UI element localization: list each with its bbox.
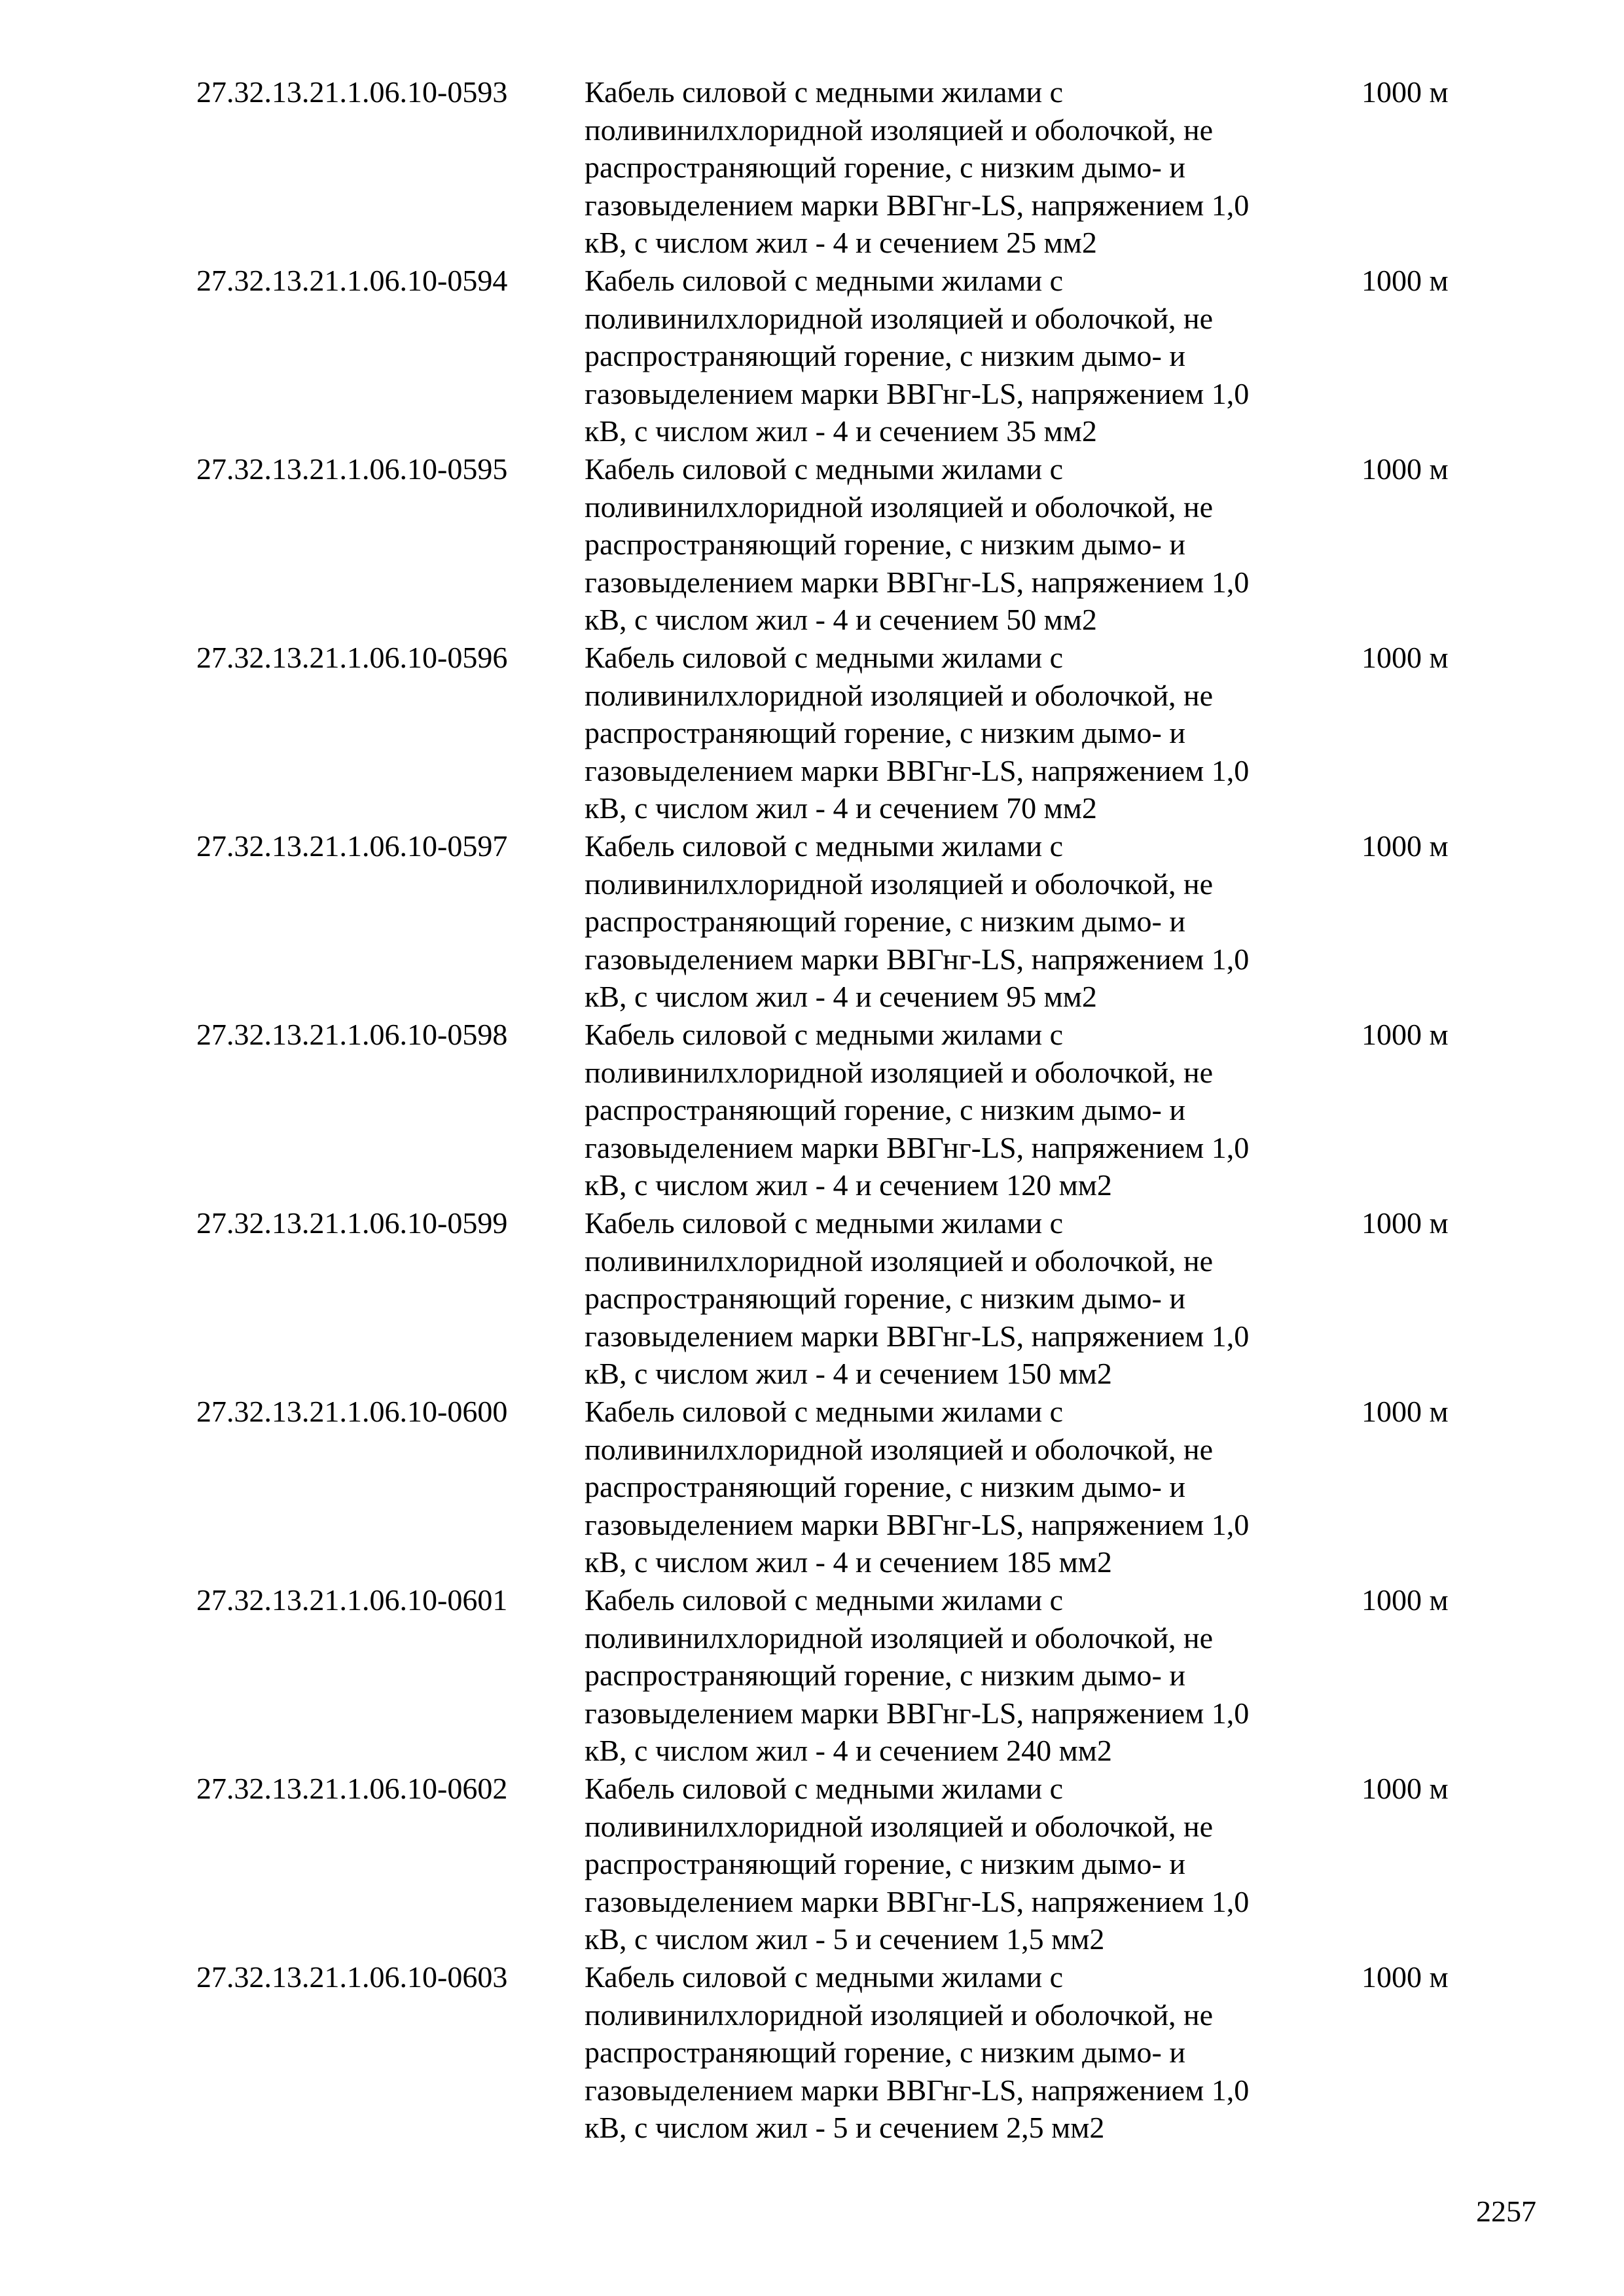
- resource-unit: 1000 м: [1362, 641, 1449, 674]
- resource-unit: 1000 м: [1362, 1583, 1449, 1617]
- resource-table: [196, 73, 1473, 2147]
- resource-code: 27.32.13.21.1.06.10-0595: [196, 452, 508, 486]
- resource-description: [585, 1393, 1362, 1581]
- table-row: [196, 450, 1473, 639]
- description-line: поливинилхлоридной изоляцией и оболочкой, не: [585, 867, 1214, 901]
- description-line: поливинилхлоридной изоляцией и оболочкой, не: [585, 1244, 1214, 1278]
- resource-code: 27.32.13.21.1.06.10-0603: [196, 1960, 508, 1994]
- description-line: кВ, с числом жил - 4 и сечением 185 мм2: [585, 1545, 1112, 1579]
- table-row: [196, 73, 1473, 262]
- description-line: Кабель силовой с медными жилами с: [585, 1772, 1064, 1805]
- description-line: распространяющий горение, с низким дымо- и: [585, 339, 1185, 373]
- description-line: поливинилхлоридной изоляцией и оболочкой, не: [585, 113, 1214, 147]
- description-line: распространяющий горение, с низким дымо- и: [585, 1659, 1185, 1693]
- resource-code: 27.32.13.21.1.06.10-0596: [196, 641, 508, 674]
- description-line: кВ, с числом жил - 4 и сечением 50 мм2: [585, 603, 1097, 637]
- resource-code: 27.32.13.21.1.06.10-0594: [196, 264, 508, 297]
- description-line: поливинилхлоридной изоляцией и оболочкой, не: [585, 678, 1214, 712]
- description-line: газовыделением марки ВВГнг-LS, напряжением 1,0: [585, 376, 1250, 410]
- resource-code: 27.32.13.21.1.06.10-0599: [196, 1206, 508, 1240]
- description-line: газовыделением марки ВВГнг-LS, напряжением 1,0: [585, 1319, 1250, 1353]
- description-line: поливинилхлоридной изоляцией и оболочкой, не: [585, 1621, 1214, 1655]
- description-line: кВ, с числом жил - 4 и сечением 70 мм2: [585, 791, 1097, 825]
- description-line: Кабель силовой с медными жилами с: [585, 1018, 1064, 1051]
- table-row: [196, 1581, 1473, 1770]
- resource-unit: 1000 м: [1362, 452, 1449, 486]
- table-row: [196, 827, 1473, 1016]
- description-line: распространяющий горение, с низким дымо- и: [585, 2036, 1185, 2070]
- description-line: газовыделением марки ВВГнг-LS, напряжением 1,0: [585, 2073, 1250, 2107]
- resource-code: 27.32.13.21.1.06.10-0601: [196, 1583, 508, 1617]
- resource-code: 27.32.13.21.1.06.10-0593: [196, 75, 508, 109]
- resource-unit: 1000 м: [1362, 1206, 1449, 1240]
- description-line: газовыделением марки ВВГнг-LS, напряжением 1,0: [585, 1884, 1250, 1918]
- description-line: газовыделением марки ВВГнг-LS, напряжением 1,0: [585, 1130, 1250, 1164]
- description-line: поливинилхлоридной изоляцией и оболочкой, не: [585, 1809, 1214, 1843]
- resource-description: [585, 827, 1362, 1016]
- description-line: газовыделением марки ВВГнг-LS, напряжением 1,0: [585, 942, 1250, 976]
- resource-description: [585, 73, 1362, 262]
- description-line: Кабель силовой с медными жилами с: [585, 1583, 1064, 1617]
- description-line: Кабель силовой с медными жилами с: [585, 452, 1064, 486]
- description-line: газовыделением марки ВВГнг-LS, напряжением 1,0: [585, 753, 1250, 787]
- resource-unit: 1000 м: [1362, 829, 1449, 863]
- description-line: кВ, с числом жил - 4 и сечением 35 мм2: [585, 414, 1097, 448]
- resource-description: [585, 1016, 1362, 1204]
- description-line: кВ, с числом жил - 4 и сечением 150 мм2: [585, 1357, 1112, 1391]
- description-line: распространяющий горение, с низким дымо- и: [585, 528, 1185, 562]
- resource-code: 27.32.13.21.1.06.10-0600: [196, 1395, 508, 1428]
- resource-unit: 1000 м: [1362, 1960, 1449, 1994]
- resource-code: 27.32.13.21.1.06.10-0598: [196, 1018, 508, 1051]
- description-line: кВ, с числом жил - 5 и сечением 2,5 мм2: [585, 2111, 1105, 2145]
- description-line: Кабель силовой с медными жилами с: [585, 1206, 1064, 1240]
- table-row: [196, 1204, 1473, 1393]
- resource-unit: 1000 м: [1362, 1018, 1449, 1051]
- description-line: распространяющий горение, с низким дымо- и: [585, 1847, 1185, 1881]
- description-line: поливинилхлоридной изоляцией и оболочкой, не: [585, 490, 1214, 524]
- description-line: кВ, с числом жил - 4 и сечением 240 мм2: [585, 1734, 1112, 1768]
- description-line: Кабель силовой с медными жилами с: [585, 641, 1064, 674]
- resource-unit: 1000 м: [1362, 264, 1449, 297]
- table-row: [196, 639, 1473, 827]
- description-line: поливинилхлоридной изоляцией и оболочкой, не: [585, 1998, 1214, 2032]
- resource-unit: 1000 м: [1362, 1772, 1449, 1805]
- description-line: Кабель силовой с медными жилами с: [585, 829, 1064, 863]
- table-row: [196, 1393, 1473, 1581]
- resource-description: [585, 1581, 1362, 1770]
- table-row: [196, 1958, 1473, 2147]
- description-line: распространяющий горение, с низким дымо- и: [585, 1470, 1185, 1504]
- description-line: распространяющий горение, с низким дымо- и: [585, 151, 1185, 185]
- resource-description: [585, 1958, 1362, 2147]
- resource-code: 27.32.13.21.1.06.10-0602: [196, 1772, 508, 1805]
- description-line: Кабель силовой с медными жилами с: [585, 1960, 1064, 1994]
- resource-unit: 1000 м: [1362, 75, 1449, 109]
- resource-description: [585, 639, 1362, 827]
- description-line: поливинилхлоридной изоляцией и оболочкой, не: [585, 1432, 1214, 1466]
- description-line: кВ, с числом жил - 5 и сечением 1,5 мм2: [585, 1922, 1105, 1956]
- table-row: [196, 1770, 1473, 1958]
- resource-description: [585, 262, 1362, 450]
- description-line: газовыделением марки ВВГнг-LS, напряжением 1,0: [585, 565, 1250, 599]
- description-line: газовыделением марки ВВГнг-LS, напряжением 1,0: [585, 188, 1250, 222]
- description-line: газовыделением марки ВВГнг-LS, напряжением 1,0: [585, 1507, 1250, 1541]
- resource-unit: 1000 м: [1362, 1395, 1449, 1428]
- resource-code: 27.32.13.21.1.06.10-0597: [196, 829, 508, 863]
- description-line: Кабель силовой с медными жилами с: [585, 1395, 1064, 1428]
- description-line: распространяющий горение, с низким дымо- и: [585, 1282, 1185, 1316]
- description-line: распространяющий горение, с низким дымо- и: [585, 1093, 1185, 1127]
- resource-description: [585, 1770, 1362, 1958]
- description-line: поливинилхлоридной изоляцией и оболочкой, не: [585, 301, 1214, 335]
- table-row: [196, 1016, 1473, 1204]
- resource-description: [585, 1204, 1362, 1393]
- description-line: распространяющий горение, с низким дымо- и: [585, 905, 1185, 939]
- description-line: кВ, с числом жил - 4 и сечением 120 мм2: [585, 1168, 1112, 1202]
- description-line: кВ, с числом жил - 4 и сечением 95 мм2: [585, 980, 1097, 1014]
- description-line: Кабель силовой с медными жилами с: [585, 264, 1064, 297]
- description-line: поливинилхлоридной изоляцией и оболочкой, не: [585, 1055, 1214, 1089]
- description-line: распространяющий горение, с низким дымо- и: [585, 716, 1185, 750]
- description-line: Кабель силовой с медными жилами с: [585, 75, 1064, 109]
- page-number: 2257: [1476, 2195, 1536, 2228]
- resource-description: [585, 450, 1362, 639]
- description-line: кВ, с числом жил - 4 и сечением 25 мм2: [585, 226, 1097, 260]
- table-row: [196, 262, 1473, 450]
- description-line: газовыделением марки ВВГнг-LS, напряжением 1,0: [585, 1696, 1250, 1730]
